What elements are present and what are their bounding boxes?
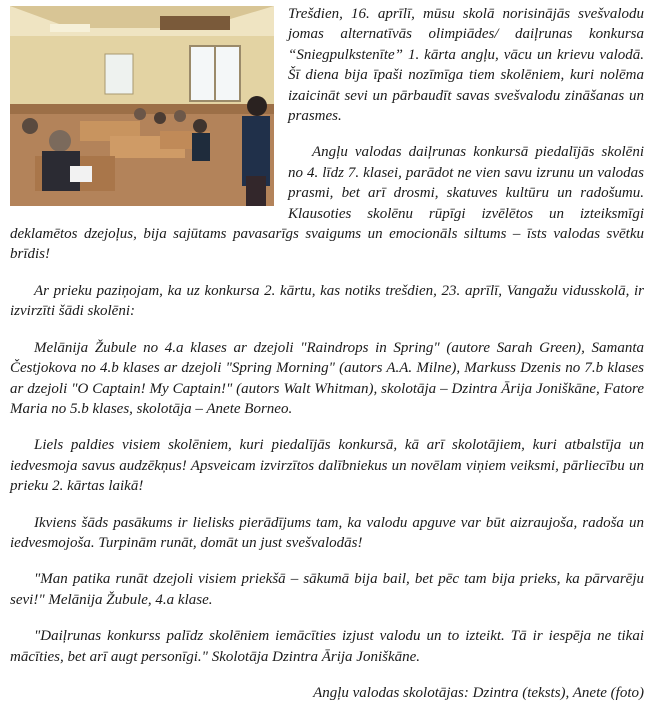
signature: Angļu valodas skolotājas: Dzintra (teksts), Anete (foto) [313, 684, 644, 701]
paragraph-3: Ar prieku paziņojam, ka uz konkursa 2. kārtu, kas notiks trešdien, 23. aprīlī, Vangažu vidusskolā, ir izvirzīti šādi skolēni: [10, 282, 644, 320]
paragraph-6: Ikviens šāds pasākums ir lielisks pierādījums tam, ka valodu apguve var būt aizraujoša, radoša un iedvesmojoša. Turpinām runāt, domāt un just svešvalodās! [10, 514, 644, 551]
paragraph-4: Melānija Žubule no 4.a klases ar dzejoli "Raindrops in Spring" (autore Sarah Green), Samanta Čestjokova no 4.b klases ar dzejoli "Spring Morning" (autors A.A. Milne), Markuss Dzenis no 7.b klases ar dzejoli "O Captain! My Captain!" (autors Walt Whitman), skolotāja – Dzintra Ārija Joniškāne, Fatore Maria no 5.b klases, skolotāja – Anete Borneo. [10, 339, 644, 417]
classroom-photo-illustration [10, 6, 274, 206]
paragraph-5: Liels paldies visiem skolēniem, kuri piedalījās konkursā, kā arī skolotājiem, kuri atbalstīja un iedvesmoja savus audzēkņus! Apsveicam izvirzītos dalībniekus un novēlam viņiem veiksmi, pārliecību un prieku 2. kārtas laikā! [10, 437, 644, 495]
article [10, 4, 644, 703]
classroom-photo [10, 6, 274, 206]
quote-student: "Man patika runāt dzejoli visiem priekšā – sākumā bija bail, bet pēc tam bija prieks, ka pārvarēju sevi!" Melānija Žubule, 4.a klase. [10, 571, 644, 608]
paragraph-2: Angļu valodas daiļrunas konkursā piedalījās skolēni no 4. līdz 7. klasei, parādot ne vien savu izrunu un valodas prasmi, bet arī drosmi, skatuves kultūru un radošumu. Klausoties skolēnu rūpīgi izvēlētos un izteiksmīgi deklamētos dzejoļus, bija sajūtams pavasarīgs svaigums un emocionāls siltums – īsts valodas svētku brīdis! [10, 144, 644, 263]
quote-teacher: "Daiļrunas konkurss palīdz skolēniem iemācīties izjust valodu un to izteikt. Tā ir iespēja ne tikai mācīties, bet arī augt personīgi." Skolotāja Dzintra Ārija Joniškāne. [10, 628, 644, 665]
paragraph-1: Trešdien, 16. aprīlī, mūsu skolā norisinājās svešvalodu jomas alternatīvās olimpiādes/ daiļrunas konkursa “Sniegpulkstenīte” 1. kārta angļu, vācu un krievu valodā. Šī diena bija īpaši nozīmīga tiem skolēniem, kuri nolēma izaicināt sevi un pārbaudīt savas svešvalodu zināšanas un prasmes. [288, 6, 644, 125]
